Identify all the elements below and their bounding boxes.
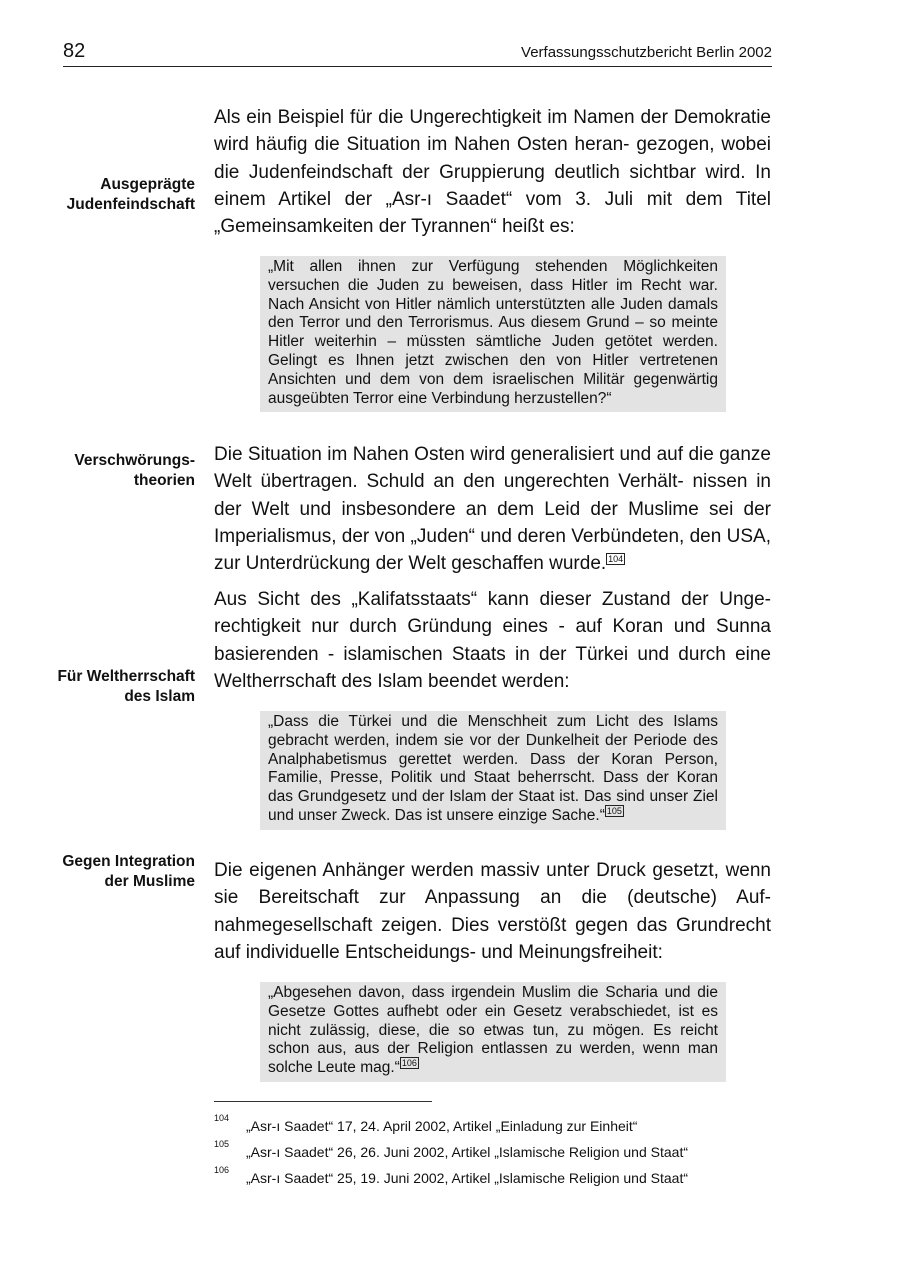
margin-note-line: des Islam (124, 688, 195, 705)
quote-block-1: „Mit allen ihnen zur Verfügung stehenden Möglichkeiten versuchen die Juden zu beweisen, dass Hitler im Recht war. Nach Ansicht von Hitler nämlich unterstützten alle Juden damals den Terror und den Terrorismus. Aus diesem Grund – so meinte Hitler weiterhin – müssten sämtliche Juden getötet werden. Gelingt es Ihnen jetzt zwischen den von Hitler vertretenen Ansichten und dem von dem israelischen Militär gegenwärtig ausgeübten Terror eine Verbindung herzustellen?“ (260, 256, 726, 412)
page-number: 82 (63, 40, 86, 62)
margin-note-line: der Muslime (104, 873, 195, 890)
quote-text: „Dass die Türkei und die Menschheit zum Licht des Islams gebracht werden, indem sie vor der Dunkelheit der Periode des Analphabetismus gerettet werden. Dass der Koran Person, Familie, Presse, Politik und Staat beherrscht. Dass der Koran das Grundgesetz und der Islam der Staat ist. Das sind unser Ziel und unser Zweck. Das ist unsere einzige Sache.“ (268, 713, 718, 825)
body-paragraph-3: Aus Sicht des „Kalifatsstaats“ kann dieser Zustand der Unge- rechtigkeit nur durch Gründung eines - auf Koran und Sunna basierenden - islamischen Staats in der Türkei und durch eine Weltherrschaft des Islam beendet werden: (214, 589, 771, 692)
quote-block-2 (260, 711, 726, 830)
footnote-text: „Asr-ı Saadet“ 26, 26. Juni 2002, Artikel „Islamische Religion und Staat“ (246, 1144, 688, 1160)
margin-note-integration (25, 852, 195, 892)
footnote-ref-106[interactable]: 106 (401, 1058, 417, 1069)
paragraph-text: Die Situation im Nahen Osten wird generalisiert und auf die ganze Welt übertragen. Schuld an den ungerechten Verhält- nissen in der Welt und insbesondere an dem Leid der Muslime sei der Imperialismus, der von „Juden“ und deren Verbündeten, den USA, zur Unterdrückung der Welt geschaffen wurde. (214, 444, 771, 575)
footnote-text: „Asr-ı Saadet“ 25, 19. Juni 2002, Artikel „Islamische Religion und Staat“ (246, 1170, 688, 1186)
margin-note-line: Für Weltherrschaft (57, 668, 195, 685)
footnote-number: 106 (214, 1165, 230, 1175)
margin-note-line: Judenfeindschaft (66, 196, 195, 213)
footnote-number: 104 (214, 1113, 230, 1123)
margin-note-line: Ausgeprägte (100, 176, 195, 193)
body-paragraph-4: Die eigenen Anhänger werden massiv unter Druck gesetzt, wenn sie Bereitschaft zur Anpassung an die (deutsche) Auf- nahmegesellschaft zeigen. Dies verstößt gegen das Grundrecht auf individuelle Entscheidungs- und Meinungsfreiheit: (214, 860, 771, 963)
margin-note-judenfeindschaft (25, 175, 195, 215)
margin-note-line: Verschwörungs- (74, 452, 195, 469)
body-paragraph-2 (214, 441, 771, 577)
quote-text: „Abgesehen davon, dass irgendein Muslim die Scharia und die Gesetze Gottes aufhebt oder ein Gesetz verabschiedet, ist es nicht zulässig, diese, die so etwas tun, zu mögen. Es reicht schon aus, aus der Religion entlassen zu werden, wenn man solche Leute mag.“ (268, 984, 718, 1077)
margin-note-line: theorien (133, 472, 195, 489)
footnote-ref-105[interactable]: 105 (606, 805, 622, 816)
footnote-separator (214, 1101, 432, 1102)
page-header (63, 40, 772, 67)
margin-note-verschwoerungstheorien (25, 451, 195, 491)
margin-note-weltherrschaft (25, 667, 195, 707)
body-paragraph-1: Als ein Beispiel für die Ungerechtigkeit im Namen der Demokratie wird häufig die Situation im Nahen Osten heran- gezogen, wobei die Judenfeindschaft der Gruppierung deutlich sichtbar wird. In einem Artikel der „Asr-ı Saadet“ vom 3. Juli mit dem Titel „Gemeinsamkeiten der Tyrannen“ heißt es: (214, 107, 771, 238)
footnote-ref-104[interactable]: 104 (608, 553, 624, 564)
margin-note-line: Gegen Integration (62, 853, 195, 870)
footnote-number: 105 (214, 1139, 230, 1149)
quote-block-3 (260, 982, 726, 1082)
footnote-text: „Asr-ı Saadet“ 17, 24. April 2002, Artikel „Einladung zur Einheit“ (246, 1118, 638, 1134)
running-title: Verfassungsschutzbericht Berlin 2002 (521, 44, 772, 61)
